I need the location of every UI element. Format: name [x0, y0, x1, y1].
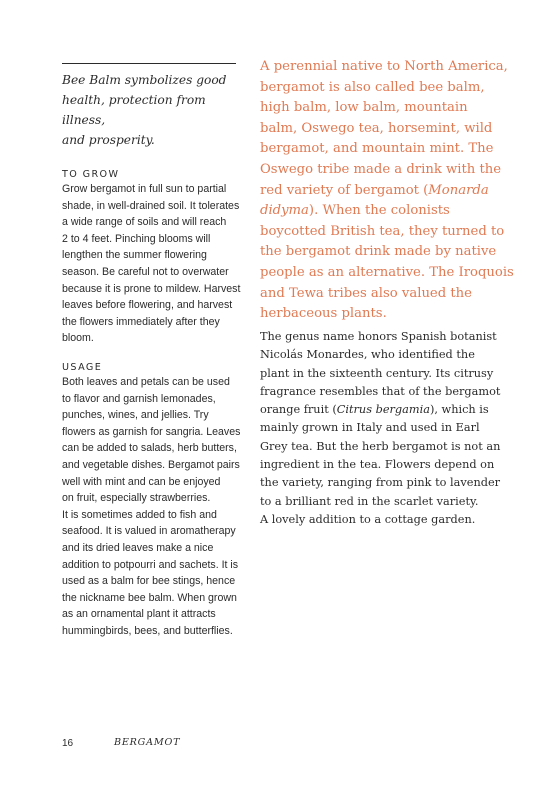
- text-line: to flavor and garnish lemonades,: [62, 392, 216, 405]
- body-line: ingredient in the tea. Flowers depend on: [260, 458, 495, 472]
- usage-heading: USAGE: [62, 362, 103, 373]
- text-line: Both leaves and petals can be used: [62, 376, 230, 388]
- intro-line: and Tewa tribes also valued the: [260, 285, 472, 301]
- quote-line: Bee Balm symbolizes good: [62, 73, 227, 87]
- text-line: used as a balm for bee stings, hence: [62, 575, 236, 588]
- text-line: 2 to 4 feet. Pinching blooms will: [62, 232, 211, 245]
- text-line: leaves before flowering, and harvest: [62, 299, 233, 312]
- usage-text: [62, 374, 242, 640]
- intro-line: the bergamot drink made by native: [260, 244, 497, 260]
- body-italic: Citrus bergamia: [336, 403, 430, 417]
- body-text: orange fruit (: [260, 403, 337, 417]
- text-line: because it is prone to mildew. Harvest: [62, 282, 241, 295]
- text-line: addition to potpourri and sachets. It is: [62, 558, 239, 571]
- intro-line: people as an alternative. The Iroquois: [260, 264, 514, 280]
- body-line: Grey tea. But the herb bergamot is not an: [260, 439, 501, 453]
- text-line: on fruit, especially strawberries.: [62, 492, 211, 505]
- pull-quote: [62, 70, 246, 150]
- text-line: seafood. It is valued in aromatherapy: [62, 525, 236, 538]
- intro-text: ). When the colonists: [308, 203, 450, 219]
- top-rule: [62, 63, 236, 64]
- intro-italic: didyma: [260, 203, 309, 219]
- text-line: It is sometimes added to fish and: [62, 508, 217, 521]
- text-line: season. Be careful not to overwater: [62, 265, 229, 278]
- page-number: 16: [62, 738, 74, 749]
- text-line: Grow bergamot in full sun to partial: [62, 183, 227, 195]
- intro-line: [260, 181, 500, 202]
- intro-paragraph: [260, 57, 514, 325]
- intro-text: red variety of bergamot (: [260, 182, 429, 198]
- text-line: shade, in well-drained soil. It tolerates: [62, 199, 240, 212]
- text-line: lengthen the summer flowering: [62, 249, 207, 262]
- intro-line: Oswego tribe made a drink with the: [260, 161, 502, 177]
- text-line: a wide range of soils and will reach: [62, 216, 227, 229]
- body-paragraph: [260, 328, 500, 529]
- intro-line: bergamot, and mountain mint. The: [260, 141, 494, 157]
- body-line: The genus name honors Spanish botanist: [260, 330, 497, 343]
- text-line: and its dried leaves make a nice: [62, 541, 214, 554]
- intro-line: high balm, low balm, mountain: [260, 100, 468, 116]
- body-line: to a brilliant red in the scarlet variety.: [260, 494, 479, 508]
- text-line: the flowers immediately after they: [62, 315, 220, 328]
- body-line: fragrance resembles that of the bergamot: [260, 384, 501, 398]
- text-line: can be added to salads, herb butters,: [62, 442, 237, 455]
- intro-line: [260, 201, 500, 222]
- body-line: A lovely addition to a cottage garden.: [260, 512, 476, 526]
- text-line: as an ornamental plant it attracts: [62, 608, 216, 621]
- body-text: ), which is: [429, 403, 489, 417]
- text-line: and vegetable dishes. Bergamot pairs: [62, 458, 240, 471]
- intro-line: A perennial native to North America,: [260, 59, 508, 74]
- running-title: BERGAMOT: [114, 737, 181, 748]
- quote-line: and prosperity.: [62, 133, 155, 147]
- intro-line: boycotted British tea, they turned to: [260, 223, 505, 239]
- text-line: flowers as garnish for sangria. Leaves: [62, 425, 241, 438]
- body-line: plant in the sixteenth century. Its citrusy: [260, 366, 494, 380]
- intro-line: bergamot is also called bee balm,: [260, 79, 485, 95]
- text-line: well with mint and can be enjoyed: [62, 475, 221, 488]
- body-line: mainly grown in Italy and used in Earl: [260, 421, 480, 435]
- text-line: the nickname bee balm. When grown: [62, 591, 237, 604]
- body-line: the variety, ranging from pink to lavender: [260, 476, 501, 490]
- intro-line: balm, Oswego tea, horsemint, wild: [260, 120, 493, 136]
- intro-italic: Monarda: [428, 182, 489, 198]
- body-line: [260, 401, 500, 419]
- text-line: bloom.: [62, 332, 94, 345]
- intro-line: herbaceous plants.: [260, 306, 387, 322]
- to-grow-heading: TO GROW: [62, 169, 120, 180]
- text-line: hummingbirds, bees, and butterflies.: [62, 624, 233, 637]
- text-line: punches, wines, and jellies. Try: [62, 409, 209, 422]
- to-grow-text: [62, 181, 242, 347]
- body-line: Nicolás Monardes, who identified the: [260, 348, 475, 362]
- quote-line: health, protection from illness,: [62, 93, 206, 127]
